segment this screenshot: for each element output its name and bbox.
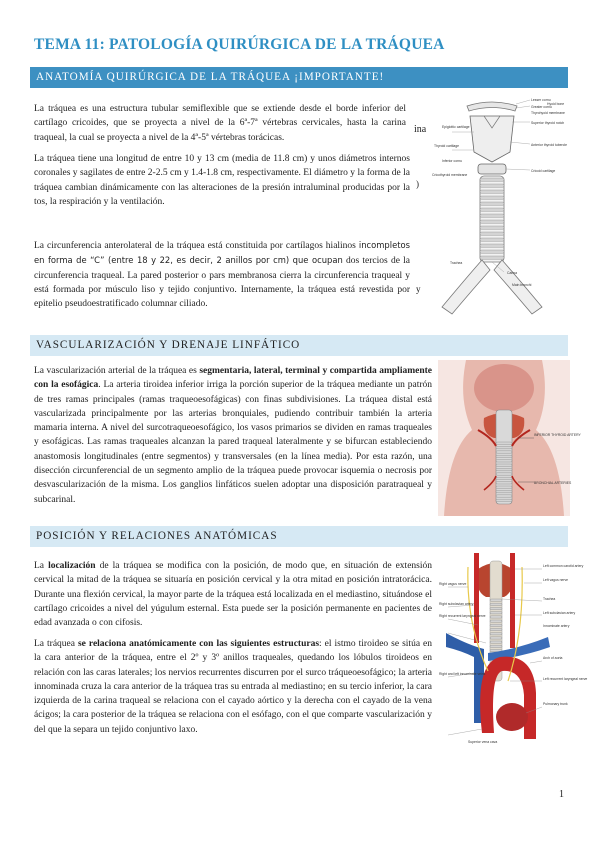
trachea-tube-shape [480, 176, 504, 262]
posicion-paragraph-1 [34, 559, 432, 630]
rel-label-innominate-veins: Right and left innominate veins [439, 672, 486, 676]
tracheal-ring [496, 482, 512, 484]
rel-label-right-recurrent: Right recurrent laryngeal nerve [439, 614, 486, 618]
tracheal-ring [480, 214, 504, 217]
vascular-paragraph-1 [34, 364, 432, 507]
anatomia-paragraph-1: La tráquea es una estructura tubular semiflexible que se extiende desde el borde inferior del cartílago cricoides, que se proyecta a nivel de la 6ª-7ª vértebras cervicales, hasta la carina traqueal, la cual se proyecta a nivel de la 4ª-5ª vértebras torácicas. [34, 104, 406, 143]
vasc-label-bronchial: BRONCHIAL ARTERIES [534, 481, 572, 485]
left-carotid-shape [510, 553, 515, 648]
rel-label-superior-vena-cava: Superior vena cava [468, 740, 498, 744]
vascular-p1-end: . La arteria tiroidea inferior irriga la porción superior de la tráquea mediante un patrón de tres ramas principales (ramas traqueoesofágicas) con finas subdivisiones. La tráquea distal está vascularizada principalmente por las arterias bronquiales, pudiendo contribuir también la arteria mamaria interna. A nivel del surcotraqueoesofágico, los vasos primarios se dividen en ramas traqueales y esofágicas. Las ramas traqueales alcanzan la pared traqueal lateralmente y se bifurcan estableciendo anastomosis longitudinales (entre segmentos) y transversales (en la línea media). Por esta razón, una disección circunferencial de un segmento amplio de la tráquea puede provocar isquemia o necrosis por desvascularización de la misma. Los ganglios linfáticos suelen adoptar una disposición paratraqueal y subcarinal. [34, 380, 433, 505]
anat-label-trachea: Trachea [450, 261, 463, 265]
rel-label-aortic-arch: Arch of aorta [543, 656, 563, 660]
tracheal-ring [480, 190, 504, 193]
posicion-p2-b: : el istmo tiroideo se sitúa en la cara anterior de la tráquea, entre el 2º y 3º anillos traqueales, quedando los lóbulos tiroideos en relación con las caras laterales; los nervios recurrentes discurren por el surco tráqueoesofágico; la arteria innominada cruza la cara anterior de la tráquea tras su entrada al mediastino; en su tercio inferior, la cara izquierda de la carina traqueal se relaciona con el cayado aórtico y la derecha con el cayado de la vena ácigos; la cara posterior de la tráquea se relaciona con el esófago, con el que comparte vascularización y del que la separa un tejido conjuntivo laxo. [34, 639, 433, 735]
tracheal-ring [496, 499, 512, 501]
anat-label-inferior-cornu: Inferior cornu [442, 159, 462, 163]
vasc-label-inferior-thyroid: INFERIOR THYROID ARTERY [534, 433, 581, 437]
figure-trachea-vascularization [438, 360, 581, 516]
larynx-region-shape [474, 364, 534, 412]
tracheal-ring [490, 612, 502, 614]
tracheal-ring [480, 196, 504, 199]
posicion-p2-bold: se relaciona anatómicamente con las siguientes estructuras [77, 639, 320, 649]
tracheal-ring [490, 624, 502, 626]
tracheal-ring [490, 603, 502, 605]
right-main-bronchus-shape [442, 260, 490, 314]
anat-label-epiglottic: Epiglottic cartilage [442, 125, 470, 129]
hyoid-bone-shape [467, 102, 517, 111]
tracheal-ring [490, 616, 502, 618]
tracheal-ring [496, 486, 512, 488]
tracheal-ring [496, 468, 512, 470]
thyroid-cartilage-shape [470, 116, 514, 162]
anat-label-thyroid-tubercle: Anterior thyroid tubercle [531, 143, 567, 147]
anat-label-greater-cornu: Greater cornu [531, 105, 552, 109]
tracheal-ring [480, 226, 504, 229]
anatomia-p3-end: dos tercios de la circunferencia traqueal. La pared posterior o pars membranosa cierra la circunferencia traqueal y está formada por músculo liso y tejido conjuntivo. Internamente, la tráquea está revestida por epitelio pseudoestratificado columnar ciliado. [34, 256, 411, 310]
anat-label-thyroid-cartilage: Thyroid cartilage [434, 144, 460, 148]
tracheal-ring [490, 641, 502, 643]
rel-label-trachea: Trachea [543, 597, 556, 601]
figure-margin-text-2: ) [416, 179, 419, 189]
anat-label-thyrohyoid: Thyrohyoid membrane [531, 111, 565, 115]
cricoid-cartilage-shape [478, 164, 506, 174]
tracheal-ring [490, 637, 502, 639]
anatomia-p3-start: La circunferencia anterolateral de la tráquea está constituida por cartílagos hialinos [34, 241, 359, 251]
anatomia-paragraph-2: La tráquea tiene una longitud de entre 10 y 13 cm (media de 11.8 cm) y unos diámetros internos coronales y sagilates de entre 2-2.5 cm y 1.4-1.8 cm, respectivamente. El diámetro y la forma de la tráquea cambian dinámicamente con las alteraciones de la presión intraluminal producidas por la tos, la respiración y la ventilación. [34, 154, 410, 207]
anatomia-paragraph-3 [34, 238, 410, 311]
anat-label-lesser-cornu: Lesser cornu [531, 98, 551, 102]
tracheal-ring [496, 495, 512, 497]
left-main-bronchus-shape [494, 260, 542, 314]
tracheal-ring [480, 244, 504, 247]
tracheal-ring [496, 451, 512, 453]
anat-label-main-bronchi: Main bronchi [512, 283, 532, 287]
rel-label-left-subclavian: Left subclavian artery [543, 611, 576, 615]
tracheal-ring [490, 628, 502, 630]
tracheal-ring [490, 633, 502, 635]
tracheal-ring [490, 599, 502, 601]
section-heading-vascular: VASCULARIZACIÓN Y DRENAJE LINFÁTICO [30, 335, 568, 356]
figure-margin-text-3: y [416, 284, 421, 294]
tracheal-ring [480, 184, 504, 187]
anat-label-hyoid-bone: Hyoid bone [547, 102, 565, 106]
tracheal-ring [480, 238, 504, 241]
tracheal-ring [496, 442, 512, 444]
tracheal-ring [490, 620, 502, 622]
rel-label-left-recurrent: Left recurrent laryngeal nerve [543, 677, 588, 681]
figure-trachea-relations [438, 553, 588, 747]
tracheal-ring [496, 455, 512, 457]
page-number: 1 [559, 789, 564, 800]
anat-label-cricothyroid: Cricothyroid membrane [432, 173, 468, 177]
right-carotid-shape [474, 553, 479, 643]
figure-trachea-anatomy [412, 92, 570, 324]
tracheal-ring [480, 220, 504, 223]
anat-label-carina: Carina [507, 271, 517, 275]
tracheal-ring [480, 250, 504, 253]
tracheal-ring [480, 256, 504, 259]
vascular-p1-start: La vascularización arterial de la tráquea es [34, 366, 200, 376]
tracheal-ring [480, 208, 504, 211]
posicion-p2-a: La tráquea [34, 639, 78, 649]
posicion-p1-bold: localización [48, 561, 96, 571]
tracheal-ring [496, 460, 512, 462]
tracheal-ring [480, 178, 504, 181]
section-heading-posicion: POSICIÓN Y RELACIONES ANATÓMICAS [30, 526, 568, 547]
anatomia-p3-handwritten: incompletos en forma de “C” (entre 18 y 22, es decir, 2 anillos por cm) que ocupan [34, 240, 410, 266]
section-heading-anatomia: ANATOMÍA QUIRÚRGICA DE LA TRÁQUEA ¡IMPORTANTE! [30, 67, 568, 88]
anat-label-cricoid: Cricoid cartilage [531, 169, 556, 173]
posicion-p1-b: de la tráquea se modifica con la posición, de modo que, en situación de extensión cervical la mitad de la tráquea se situaría en posición cervical y la otra mitad en posición intratorácica. Durante una flexión cervical, la mayor parte de la tráquea está localizada en el mediastino, situándose el cartílago cricoides a nivel del yúgulum esternal. Esta puede ser la posición permanente en pacientes de edad avanzada o con cifosis. [34, 561, 432, 629]
pulmonary-trunk-shape [496, 703, 528, 731]
posicion-paragraph-2 [34, 637, 432, 737]
rel-label-pulmonary-trunk: Pulmonary trunk [543, 702, 568, 706]
anat-label-thyroid-notch: Superior thyroid notch [531, 121, 565, 125]
tracheal-ring [496, 477, 512, 479]
tracheal-ring [496, 446, 512, 448]
posicion-p1-a: La [34, 561, 49, 571]
tracheal-ring [480, 232, 504, 235]
tracheal-ring [496, 473, 512, 475]
figure-margin-text-1: ina [414, 124, 427, 135]
rel-label-left-carotid: Left common carotid artery [543, 564, 584, 568]
rel-label-innominate-artery: Innominate artery [543, 624, 570, 628]
tracheal-ring [496, 464, 512, 466]
tracheal-ring [480, 202, 504, 205]
tracheal-ring [490, 607, 502, 609]
tracheal-ring [490, 645, 502, 647]
rel-label-left-vagus: Left vagus nerve [543, 578, 569, 582]
page-title: TEMA 11: PATOLOGÍA QUIRÚRGICA DE LA TRÁQUEA [34, 36, 445, 53]
tracheal-ring [496, 490, 512, 492]
vascular-p1-bold: segmentaria, lateral, terminal y compartida ampliamente con la esofágica [34, 366, 433, 391]
rel-label-right-subclavian: Right subclavian artery [439, 602, 474, 606]
rel-label-right-vagus: Right vagus nerve [439, 582, 467, 586]
